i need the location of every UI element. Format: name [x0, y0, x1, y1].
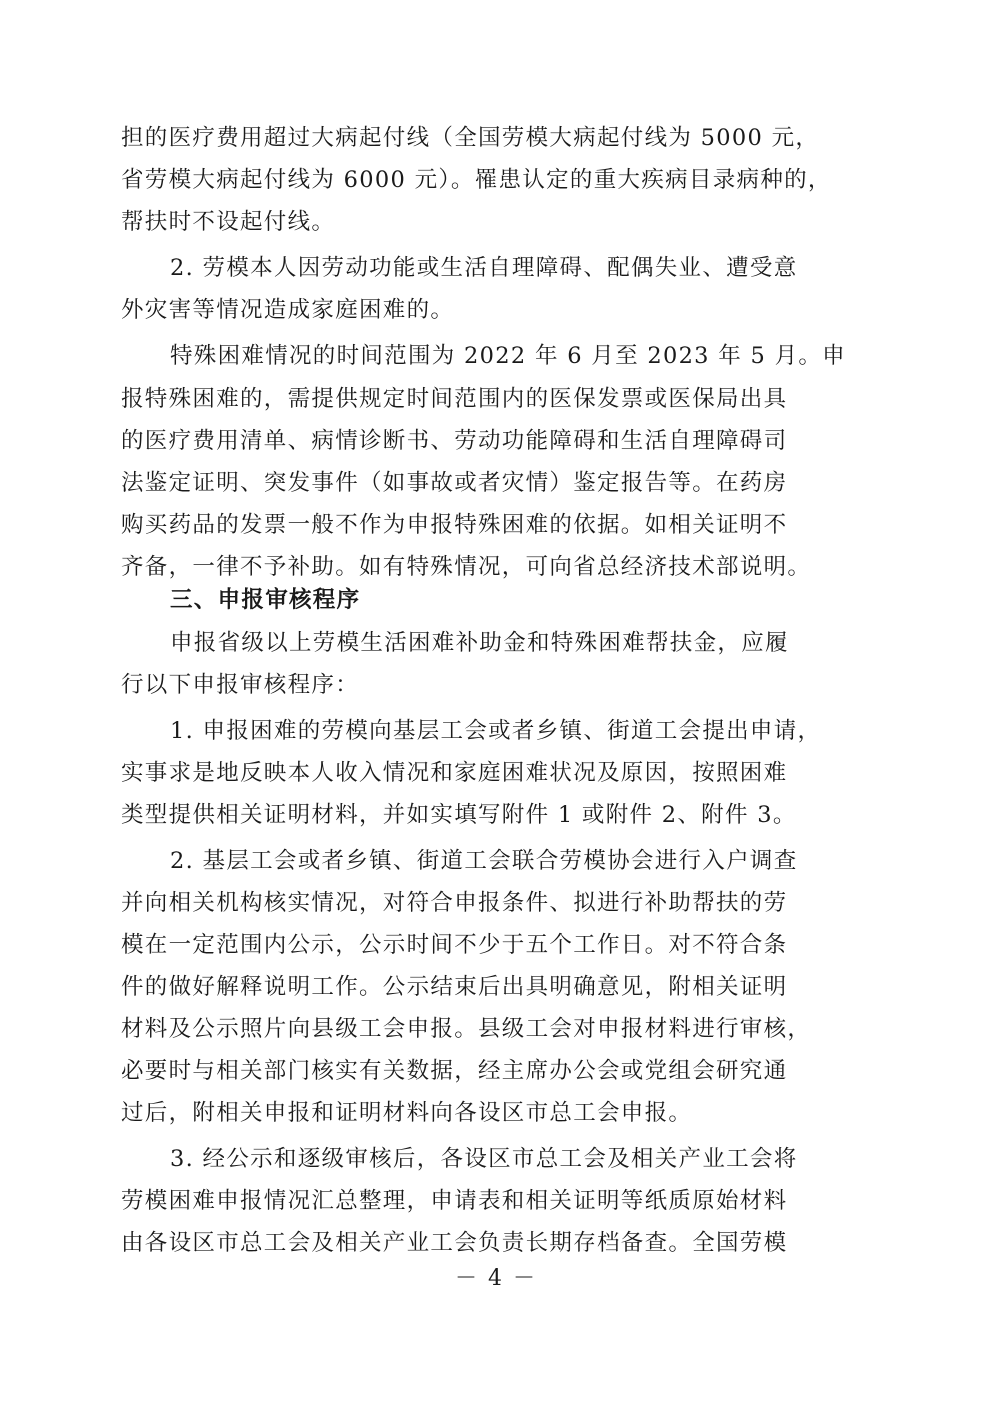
- text-line: 材料及公示照片向县级工会申报。县级工会对申报材料进行审核，: [121, 1016, 812, 1042]
- text-line: 类型提供相关证明材料，并如实填写附件 1 或附件 2、附件 3。: [121, 802, 797, 828]
- text-line: 申报省级以上劳模生活困难补助金和特殊困难帮扶金，应履: [170, 630, 789, 656]
- text-line: 外灾害等情况造成家庭困难的。: [121, 297, 455, 323]
- text-line: 行以下申报审核程序：: [121, 672, 360, 698]
- text-line: 报特殊困难的，需提供规定时间范围内的医保发票或医保局出具: [121, 386, 788, 412]
- text-line: 帮扶时不设起付线。: [121, 209, 336, 235]
- text-line: 由各设区市总工会及相关产业工会负责长期存档备查。全国劳模: [121, 1230, 788, 1256]
- text-line: 并向相关机构核实情况，对符合申报条件、拟进行补助帮扶的劳: [121, 890, 788, 916]
- text-line: 件的做好解释说明工作。公示结束后出具明确意见，附相关证明: [121, 974, 788, 1000]
- text-line: 1. 申报困难的劳模向基层工会或者乡镇、街道工会提出申请，: [170, 718, 822, 744]
- text-line: 省劳模大病起付线为 6000 元）。罹患认定的重大疾病目录病种的，: [121, 167, 832, 193]
- text-line: 过后，附相关申报和证明材料向各设区市总工会申报。: [121, 1100, 693, 1126]
- page-number: － 4 －: [455, 1266, 537, 1291]
- text-line: 劳模困难申报情况汇总整理，申请表和相关证明等纸质原始材料: [121, 1188, 788, 1214]
- text-line: 必要时与相关部门核实有关数据，经主席办公会或党组会研究通: [121, 1058, 788, 1084]
- text-line: 齐备，一律不予补助。如有特殊情况，可向省总经济技术部说明。: [121, 554, 812, 580]
- text-line: 2. 劳模本人因劳动功能或生活自理障碍、配偶失业、遭受意: [170, 255, 798, 281]
- section-heading: 三、申报审核程序: [170, 587, 361, 613]
- text-line: 的医疗费用清单、病情诊断书、劳动功能障碍和生活自理障碍司: [121, 428, 788, 454]
- text-line: 购买药品的发票一般不作为申报特殊困难的依据。如相关证明不: [121, 512, 788, 538]
- text-line: 特殊困难情况的时间范围为 2022 年 6 月至 2023 年 5 月。申: [170, 343, 846, 369]
- text-line: 3. 经公示和逐级审核后，各设区市总工会及相关产业工会将: [170, 1146, 798, 1172]
- text-line: 法鉴定证明、突发事件（如事故或者灾情）鉴定报告等。在药房: [121, 470, 788, 496]
- text-line: 模在一定范围内公示，公示时间不少于五个工作日。对不符合条: [121, 932, 788, 958]
- text-line: 担的医疗费用超过大病起付线（全国劳模大病起付线为 5000 元，: [121, 125, 820, 151]
- text-line: 2. 基层工会或者乡镇、街道工会联合劳模协会进行入户调查: [170, 848, 798, 874]
- text-line: 实事求是地反映本人收入情况和家庭困难状况及原因，按照困难: [121, 760, 788, 786]
